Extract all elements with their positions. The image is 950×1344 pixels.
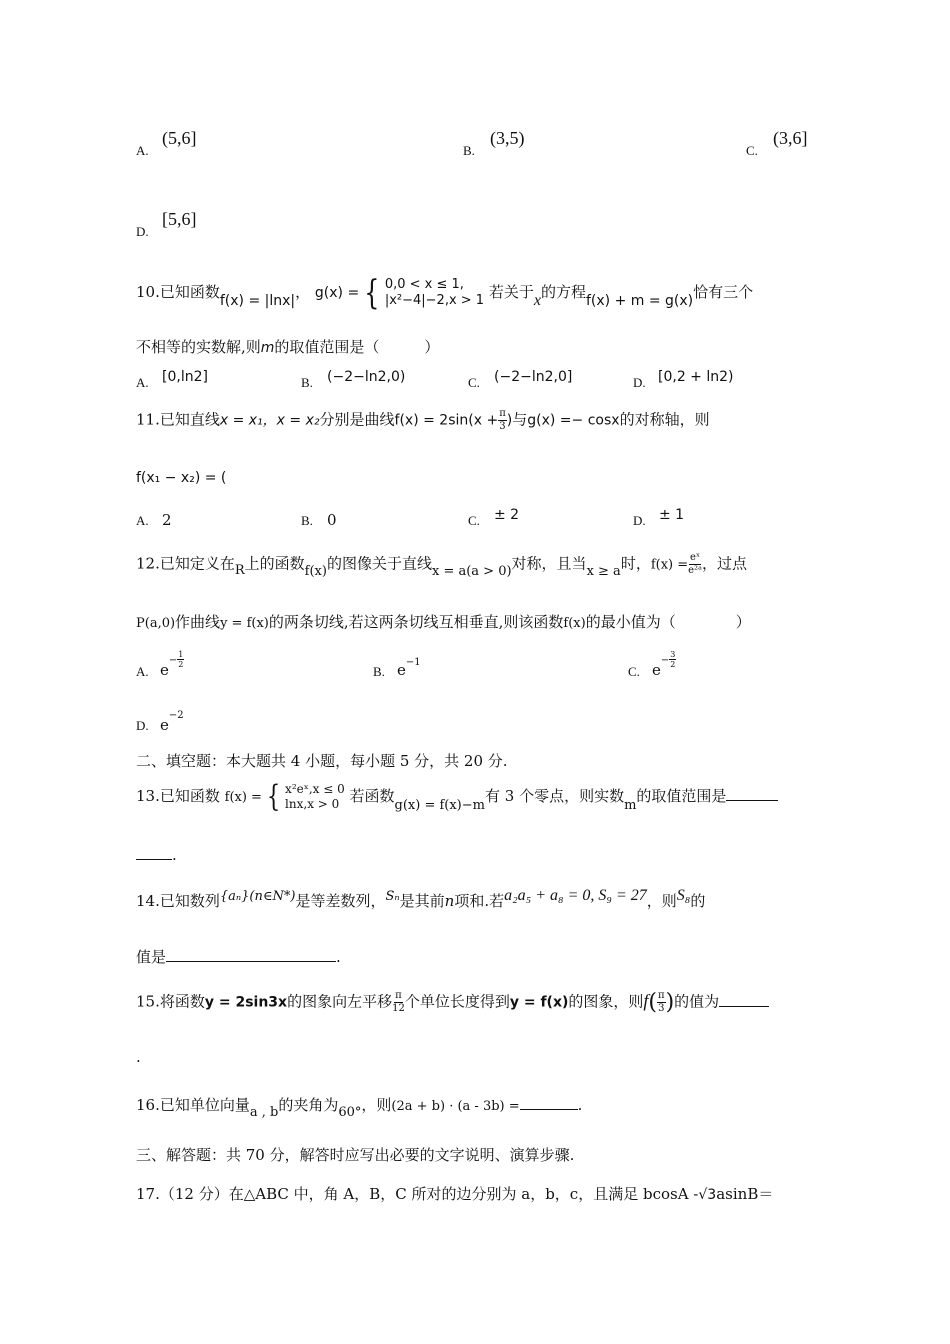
q13-end: . [172, 846, 177, 864]
q9-option-c-label: C. [746, 143, 758, 158]
q15-mid: 的图象向左平移 [287, 992, 393, 1011]
q12-numerator: eˣ [689, 552, 701, 563]
q14-Sn: Sₙ [385, 889, 400, 904]
q10-option-d-label: D. [633, 375, 646, 390]
q10-option-a-label: A. [136, 375, 149, 390]
q11-option-a-label: A. [136, 513, 149, 528]
q11-tail: 的对称轴，则 [619, 410, 710, 429]
section-3-heading: 三、解答题：共 70 分，解答时应写出必要的文字说明、演算步骤. [136, 1146, 575, 1164]
q12-mid4: 时， [620, 554, 651, 573]
q14-answer-blank[interactable] [166, 961, 336, 962]
q17-tail: asinB＝ [716, 1185, 774, 1203]
q16-prefix: 16.已知单位向量 [136, 1096, 250, 1114]
q13-tail: 的取值范围是 [636, 787, 727, 805]
q12-opt-a-exp-num: 1 [178, 649, 184, 659]
q12-option-a [160, 649, 184, 679]
q11-f-lhs: f(x) = 2sin(x + [394, 412, 499, 429]
q11-prefix: 11.已知直线 [136, 410, 220, 429]
q11-mid2: 与 [512, 410, 528, 429]
q10-piecewise-g [314, 273, 485, 313]
q12-opt-a-exp-den: 2 [178, 659, 184, 669]
q16-mid: 的夹角为 [278, 1096, 339, 1114]
q9-option-d-value: [5,6] [162, 209, 197, 229]
q15-answer-blank[interactable] [719, 1006, 769, 1007]
q10-line2-b: 的取值范围是（ ） [274, 338, 440, 356]
q12-opt-d-base: e [160, 716, 169, 734]
q14-sequence: {aₙ}(n∈N*) [219, 889, 296, 904]
q12-opt-a-base: e [160, 661, 169, 679]
q13-brace: { [266, 779, 281, 814]
q12-option-c-label: C. [628, 664, 640, 679]
q14-mid2: 是其前 [399, 892, 445, 910]
q14-mid: 是等差数列， [295, 892, 386, 910]
q11-option-c: ± 2 [494, 507, 520, 523]
q13-answer-blank-cont[interactable] [136, 859, 172, 860]
q13-g: g(x) = f(x)−m [394, 798, 485, 813]
q15-pi-over-3 [657, 990, 666, 1015]
q14-prefix: 14.已知数列 [136, 892, 220, 910]
q12-f-lhs: f(x) = [650, 557, 689, 573]
q12-line2-c: 的最小值为（ ） [585, 613, 751, 631]
q16-mid2: ，则 [361, 1096, 392, 1114]
q12-line2-fx: f(x) [563, 616, 586, 631]
q11-option-d: ± 1 [659, 507, 685, 523]
question-13-line-1 [136, 779, 778, 814]
q13-mid: 若函数 [349, 787, 395, 805]
q12-denominator: e²ᵃ [688, 565, 702, 576]
q11-option-c-label: C. [468, 513, 480, 528]
q9-option-a-label: A. [136, 143, 149, 158]
q12-mid3: 对称，且当 [511, 554, 587, 573]
q13-piecewise [224, 779, 345, 814]
q11-f-rhs: ) [506, 412, 513, 429]
q10-mid: 若关于 [488, 283, 534, 301]
q11-line-2: f(x₁ − x₂) = ( [136, 470, 227, 486]
q15-y: y = 2sin3x [204, 994, 288, 1011]
q15-mid2: 个单位长度得到 [404, 992, 510, 1011]
q15-three: 3 [658, 1003, 665, 1014]
q9-option-c-value: (3,6] [773, 128, 808, 148]
q13-answer-blank[interactable] [726, 800, 778, 801]
q11-option-d-label: D. [633, 513, 646, 528]
question-17-line-1 [136, 1183, 773, 1204]
q10-function-f: f(x) = |lnx| [219, 293, 296, 309]
question-13-line-2 [136, 846, 177, 864]
q12-line2-a: 作曲线 [175, 613, 221, 631]
q9-option-a-value: (5,6] [162, 128, 197, 148]
q12-opt-a-sign: − [168, 655, 178, 666]
q10-brace: { [364, 273, 380, 313]
q13-m: m [624, 798, 637, 813]
q16-angle: 60° [338, 1105, 362, 1120]
q10-option-a: [0,ln2] [162, 369, 208, 385]
question-10-line-2 [136, 336, 439, 357]
q9-option-b-label: B. [463, 143, 475, 158]
q14-end: . [336, 948, 341, 966]
q10-mid2: 的方程 [540, 283, 586, 301]
q15-pi2: π [658, 990, 665, 1001]
question-16-line-1 [136, 1094, 583, 1120]
q15-line-2: . [136, 1048, 141, 1066]
q10-option-b: (−2−ln2,0) [327, 369, 406, 385]
q14-tail: 的 [690, 892, 706, 910]
q10-tail: 恰有三个 [693, 283, 754, 301]
q11-pi-over-3 [498, 408, 507, 433]
q12-option-d [160, 710, 184, 734]
q10-option-c: (−2−ln2,0] [494, 369, 573, 385]
question-12-line-1 [136, 552, 747, 577]
q12-option-c [652, 649, 676, 679]
q12-opt-b-exp: −1 [405, 657, 421, 668]
q12-line: x = a(a > 0) [431, 563, 512, 579]
question-10-line-1 [136, 273, 754, 313]
q15-tail: 的值为 [674, 992, 720, 1011]
q10-case-2: |x²−4|−2,x > 1 [384, 293, 485, 308]
q12-opt-d-exp: −2 [168, 710, 184, 721]
q11-mid: 分别是曲线 [319, 410, 395, 429]
q9-option-d-label: D. [136, 224, 149, 239]
q12-mid2: 的图像关于直线 [326, 554, 432, 573]
q16-expression: (2a + b) · (a - 3b) = [391, 1099, 520, 1114]
q12-option-b-label: B. [373, 664, 385, 679]
q9-option-b-value: (3,5) [490, 128, 525, 148]
q10-prefix: 10.已知函数 [136, 283, 220, 301]
q15-f: f [643, 990, 649, 1011]
q13-f-lhs: f(x) = [224, 789, 262, 805]
q14-mid4: ，则 [646, 892, 677, 910]
q17-prefix: 17.（12 分）在△ABC 中，角 A，B，C 所对的边分别为 a，b，c，且满足 bcosA - [136, 1185, 699, 1203]
q15-twelve: 12 [392, 1003, 405, 1014]
q12-curve: y = f(x) [220, 616, 269, 631]
q15-left-paren: ( [648, 990, 657, 1015]
q12-R: R [234, 562, 245, 578]
q12-prefix: 12.已知定义在 [136, 554, 235, 573]
q14-S8: S₈ [676, 887, 691, 904]
section-2-heading: 二、填空题：本大题共 4 小题，每小题 5 分，共 20 分. [136, 752, 508, 770]
question-15-line-1 [136, 990, 769, 1015]
q15-right-paren: ) [665, 990, 675, 1015]
question-12-line-2 [136, 611, 751, 632]
q17-sqrt: √3 [698, 1187, 717, 1203]
q14-condition: a₂a₅ + a₈ = 0, S₉ = 27 [504, 887, 647, 904]
q10-equation: f(x) + m = g(x) [586, 293, 694, 309]
q12-opt-c-sign: − [660, 655, 670, 666]
q12-opt-c-exp-den: 2 [670, 659, 676, 669]
q13-case-2: lnx,x > 0 [285, 797, 340, 811]
q10-case-1: 0,0 < x ≤ 1, [384, 277, 464, 292]
q11-option-a: 2 [162, 511, 172, 529]
q16-vectors: a , b [249, 1105, 279, 1120]
q15-pi: π [395, 990, 402, 1001]
q12-line2-b: 的两条切线,若这两条切线互相垂直,则该函数 [268, 613, 564, 631]
q12-mid: 上的函数 [244, 554, 305, 573]
q13-case-1: x²eˣ,x ≤ 0 [285, 782, 345, 796]
q11-g: g(x) =− cosx [527, 412, 620, 429]
q12-option-b [397, 657, 421, 679]
q10-x: x [533, 292, 541, 309]
q13-mid2: 有 3 个零点，则实数 [484, 787, 625, 805]
q12-tail: ，过点 [701, 554, 747, 573]
q10-option-c-label: C. [468, 375, 480, 390]
question-11-line-1 [136, 408, 710, 433]
question-14-line-2 [136, 946, 341, 967]
q10-m: m [260, 340, 275, 356]
q14-mid3: 项和.若 [454, 892, 505, 910]
q11-three: 3 [499, 421, 506, 432]
q10-g-lhs: g(x) = [314, 285, 360, 301]
q11-lines: x = x₁，x = x₂ [219, 412, 320, 429]
q12-option-a-label: A. [136, 664, 149, 679]
q12-opt-a-exp [177, 650, 184, 669]
q12-point: P(a,0) [136, 616, 176, 631]
q12-fraction [688, 552, 702, 577]
q12-cond: x ≥ a [586, 563, 621, 579]
q12-opt-b-base: e [397, 661, 406, 679]
q10-line2-a: 不相等的实数解,则 [136, 338, 261, 356]
q14-line2: 值是 [136, 948, 167, 966]
q14-n: n [444, 892, 455, 910]
q10-option-b-label: B. [301, 375, 313, 390]
q11-option-b: 0 [327, 511, 337, 529]
q12-opt-c-exp-num: 3 [670, 649, 676, 659]
q15-prefix: 15.将函数 [136, 992, 205, 1011]
q13-prefix: 13.已知函数 [136, 787, 220, 805]
q12-fx: f(x) [304, 563, 327, 579]
q11-option-b-label: B. [301, 513, 313, 528]
q10-option-d: [0,2 + ln2) [658, 369, 734, 385]
q10-comma: ， [295, 283, 311, 301]
q15-mid3: 的图象，则 [568, 992, 644, 1011]
q11-pi: π [499, 408, 506, 419]
question-14-line-1 [136, 887, 706, 911]
q15-pi-over-12 [392, 990, 405, 1015]
q15-yf: y = f(x) [509, 994, 569, 1011]
q16-end: . [577, 1096, 583, 1114]
q12-opt-c-base: e [652, 661, 661, 679]
q12-option-d-label: D. [136, 718, 149, 733]
q12-opt-c-exp [669, 650, 676, 669]
q16-answer-blank[interactable] [520, 1109, 578, 1110]
